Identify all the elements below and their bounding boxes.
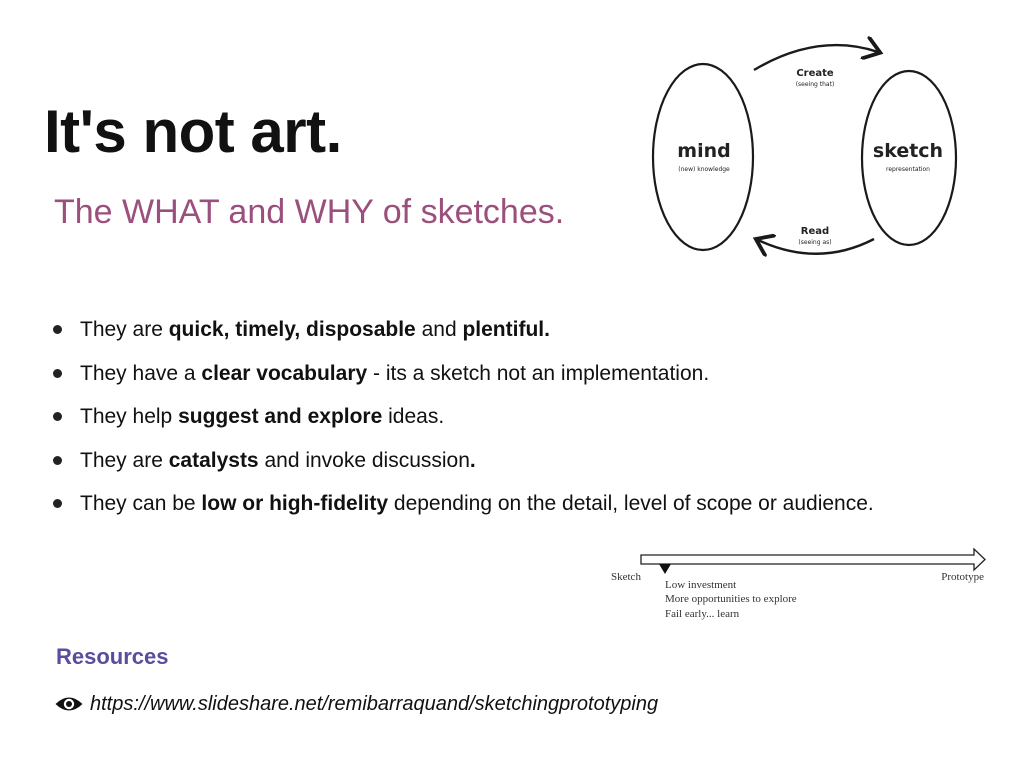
bullet-emphasis: quick, timely, disposable <box>168 318 416 341</box>
scale-note: Fail early... learn <box>665 608 740 620</box>
mind-sublabel: (new) knowledge <box>678 166 730 173</box>
bullet-emphasis: catalysts <box>168 448 259 472</box>
bullet-item <box>50 482 874 526</box>
bullet-text: - its a sketch not an implementation. <box>367 361 710 385</box>
scale-arrow <box>641 549 985 570</box>
key-points-list <box>50 308 874 526</box>
bullet-item <box>50 439 874 483</box>
resources-heading: Resources <box>56 644 169 669</box>
resource-link-text: https://www.slideshare.net/remibarraquand/sketchingprototyping <box>90 693 659 715</box>
sketch-label: sketch <box>872 140 944 162</box>
bullet-item <box>50 352 874 396</box>
create-arrow <box>754 45 878 70</box>
bullet-item <box>50 395 874 439</box>
read-sublabel: (seeing as) <box>798 239 832 246</box>
scale-note: Low investment <box>665 579 737 591</box>
bullet-emphasis: . <box>469 448 476 472</box>
bullet-text: They can be <box>80 492 202 515</box>
bullet-text: depending on the detail, level of scope or audience. <box>388 492 874 515</box>
bullet-emphasis: clear vocabulary <box>201 361 368 385</box>
create-label: Create <box>796 68 834 79</box>
mind-sketch-cycle-diagram <box>648 36 960 264</box>
mind-label: mind <box>677 140 731 162</box>
read-label: Read <box>800 226 830 237</box>
eye-icon <box>54 694 84 714</box>
low-marker <box>659 564 671 574</box>
bullet-text: They have a <box>80 361 202 385</box>
bullet-text: and <box>415 318 463 341</box>
bullet-text: They are <box>80 448 169 472</box>
bullet-text: ideas. <box>382 405 445 428</box>
bullet-emphasis: low or high-fidelity <box>201 492 389 515</box>
slide-title: It's not art. <box>44 98 342 165</box>
bullet-text: They are <box>80 318 169 341</box>
bullet-text: and invoke discussion <box>258 448 470 472</box>
bullet-item <box>50 308 874 352</box>
bullet-emphasis: plentiful. <box>462 318 550 341</box>
create-sublabel: (seeing that) <box>795 81 835 88</box>
bullet-emphasis: suggest and explore <box>178 405 383 428</box>
scale-end-label: Prototype <box>941 571 984 583</box>
sketch-to-prototype-scale <box>608 546 990 626</box>
sketch-sublabel: representation <box>885 166 931 173</box>
bullet-text: They help <box>80 405 179 428</box>
scale-note: More opportunities to explore <box>665 593 797 605</box>
slide-subtitle: The WHAT and WHY of sketches. <box>54 193 565 231</box>
slideshare-resource-link[interactable] <box>54 690 658 718</box>
scale-start-label: Sketch <box>611 571 641 583</box>
